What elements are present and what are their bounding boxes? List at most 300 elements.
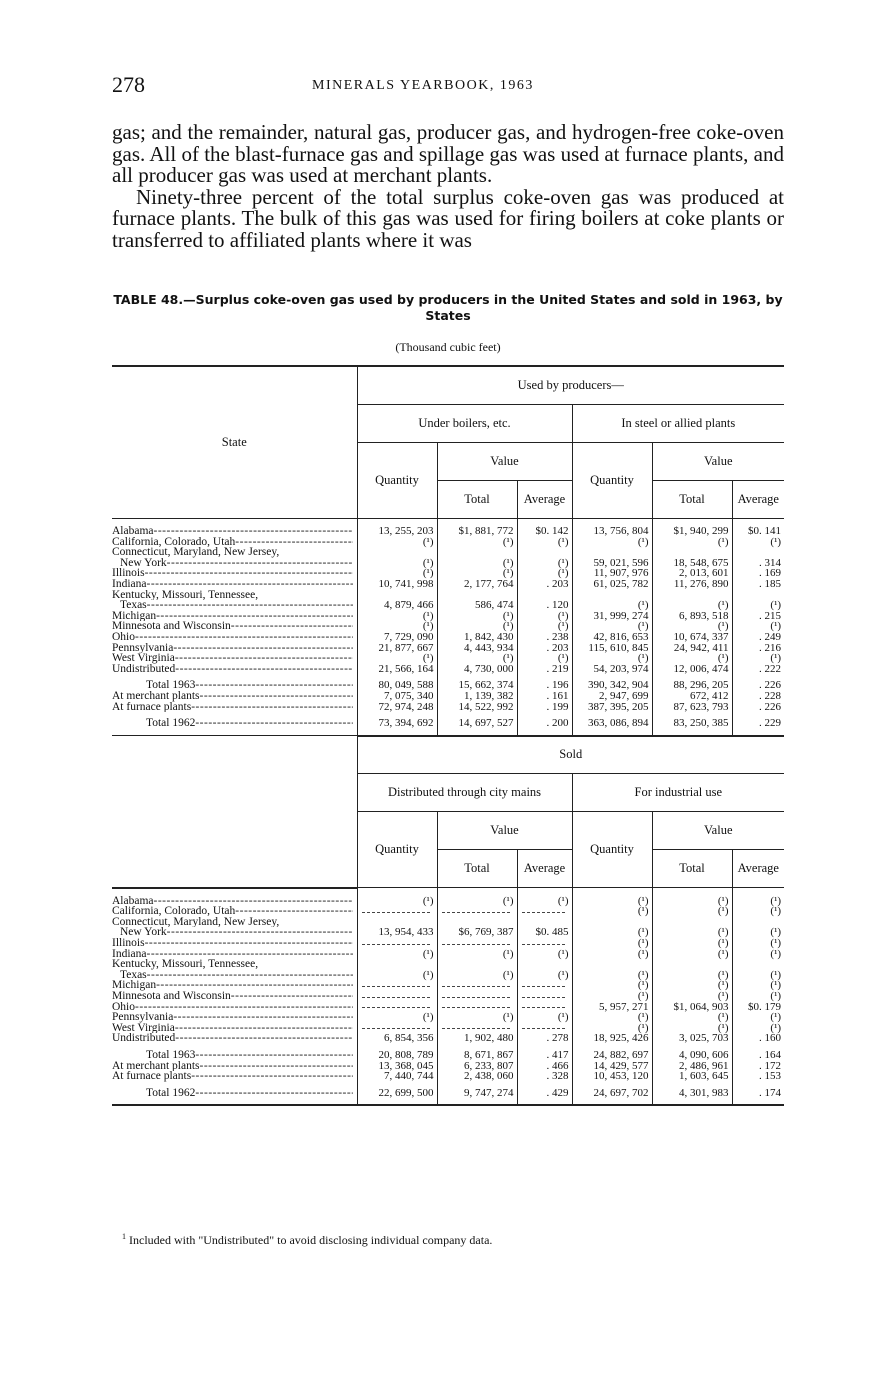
state-label: Pennsylvania ----- [112, 1012, 353, 1023]
value-cell: 24, 882, 697 [572, 1044, 652, 1061]
value-text: $0. 141 [748, 525, 782, 537]
value-text: (¹) [557, 620, 569, 633]
leader-dots [191, 1071, 352, 1082]
value-text: $1, 064, 903 [673, 1000, 729, 1013]
value-text: (¹) [637, 968, 649, 981]
value-cell: . 196 [517, 674, 572, 691]
blank-dash [522, 986, 565, 987]
value-cell [517, 547, 572, 568]
blank-dash [362, 1028, 430, 1029]
value-cell [572, 949, 652, 960]
value-text: (¹) [770, 968, 782, 981]
value-cell: . 174 [732, 1082, 784, 1106]
table-row [112, 1033, 784, 1044]
value-text: (¹) [637, 926, 649, 939]
value-cell [437, 906, 517, 917]
leader-dots [147, 600, 353, 611]
value-text: 61, 025, 782 [593, 577, 649, 590]
blank-dash [362, 944, 430, 945]
page-header [112, 72, 784, 98]
value-text: $6, 769, 387 [458, 926, 514, 939]
total-label-text: At merchant plants ----- [112, 691, 353, 702]
column-header: Average [517, 480, 572, 518]
value-text: (¹) [557, 947, 569, 960]
value-text: (¹) [717, 968, 729, 981]
column-header: Quantity [357, 812, 437, 888]
value-text: (¹) [717, 1011, 729, 1024]
column-header: Quantity [572, 442, 652, 518]
value-cell: . 199 [517, 702, 572, 713]
total-row [112, 1071, 784, 1082]
value-text: 11, 907, 976 [593, 567, 649, 580]
value-text: . 222 [759, 662, 782, 675]
value-cell [652, 590, 732, 611]
value-cell: . 226 [732, 674, 784, 691]
value-text: (¹) [557, 567, 569, 580]
value-cell: 72, 974, 248 [357, 702, 437, 713]
value-cell [732, 590, 784, 611]
value-cell: 24, 697, 702 [572, 1082, 652, 1106]
total-label [112, 712, 357, 736]
table-body-sold [112, 888, 784, 1106]
table-row [112, 643, 784, 654]
value-text: (¹) [717, 947, 729, 960]
state-label: New York ----- [112, 927, 353, 938]
state-name [112, 547, 357, 568]
value-text: (¹) [422, 567, 434, 580]
total-row [112, 702, 784, 713]
value-text: (¹) [422, 609, 434, 622]
state-label: West Virginia ----- [112, 653, 353, 664]
leader-dots [195, 1088, 352, 1099]
value-cell [517, 917, 572, 938]
state-name [112, 526, 357, 537]
column-header: Quantity [357, 442, 437, 518]
data-table [112, 365, 784, 1106]
value-cell: 7, 075, 340 [357, 691, 437, 702]
table-unit: (Thousand cubic feet) [395, 340, 501, 354]
page-number: 278 [112, 72, 145, 97]
blank-dash [362, 912, 430, 913]
value-text: (¹) [422, 947, 434, 960]
blank-dash [362, 997, 430, 998]
state-label: California, Colorado, Utah ----- [112, 537, 353, 548]
value-text: $0. 179 [748, 1000, 782, 1013]
value-text: (¹) [770, 947, 782, 960]
value-cell [732, 949, 784, 960]
table-row [112, 896, 784, 907]
value-cell: 4, 301, 983 [652, 1082, 732, 1106]
column-header: Value [437, 812, 572, 850]
subgroup-header: Distributed through city mains [357, 774, 572, 812]
value-text: (¹) [770, 894, 782, 907]
column-header: Average [732, 480, 784, 518]
value-text: (¹) [717, 535, 729, 548]
value-cell [437, 590, 517, 611]
leader-dots [156, 611, 352, 622]
value-cell [357, 949, 437, 960]
value-cell [517, 590, 572, 611]
value-text: 24, 942, 411 [673, 641, 729, 654]
value-cell [572, 547, 652, 568]
state-label: New York ----- [112, 558, 353, 569]
value-text: (¹) [502, 535, 514, 548]
leader-dots [145, 938, 353, 949]
value-cell: 9, 747, 274 [437, 1082, 517, 1106]
state-label: Ohio ----- [112, 632, 353, 643]
value-cell [357, 579, 437, 590]
value-text: (¹) [770, 599, 782, 612]
state-label: Minnesota and Wisconsin ----- [112, 621, 353, 632]
body-text [112, 122, 784, 251]
value-text: . 249 [759, 630, 782, 643]
value-text: 2, 013, 601 [679, 567, 729, 580]
value-cell [572, 664, 652, 675]
value-text: (¹) [637, 1021, 649, 1034]
value-cell [517, 896, 572, 907]
state-label: Indiana ----- [112, 949, 353, 960]
table-row [112, 1012, 784, 1023]
value-cell [572, 590, 652, 611]
value-cell [652, 537, 732, 548]
value-text: 18, 925, 426 [593, 1032, 649, 1045]
value-cell: . 226 [732, 702, 784, 713]
value-cell: 20, 808, 789 [357, 1044, 437, 1061]
value-text: 6, 893, 518 [679, 609, 729, 622]
state-label: Texas ----- [112, 600, 353, 611]
leader-dots [135, 632, 353, 643]
spacer-cell [112, 518, 357, 526]
state-name [112, 1002, 357, 1013]
state-name [112, 1012, 357, 1023]
value-cell [517, 664, 572, 675]
leader-dots [167, 927, 353, 938]
value-text: 21, 877, 667 [378, 641, 434, 654]
footnote [122, 1232, 492, 1248]
value-text: (¹) [502, 556, 514, 569]
value-cell [652, 917, 732, 938]
value-text: 3, 025, 703 [679, 1032, 729, 1045]
value-text: (¹) [637, 894, 649, 907]
value-text: 6, 854, 356 [384, 1032, 434, 1045]
value-cell [357, 917, 437, 938]
value-cell: . 164 [732, 1044, 784, 1061]
total-label-text: Total 1962 ----- [112, 718, 353, 729]
value-text: (¹) [502, 1011, 514, 1024]
value-text: (¹) [717, 990, 729, 1003]
value-cell [437, 1012, 517, 1023]
value-cell [572, 959, 652, 980]
column-header: Average [517, 850, 572, 888]
state-name [112, 590, 357, 611]
value-cell: 80, 049, 588 [357, 674, 437, 691]
value-text: . 169 [759, 567, 782, 580]
value-text: $0. 485 [535, 926, 569, 939]
blank-dash [362, 986, 430, 987]
total-label-text: Total 1963 ----- [112, 1050, 353, 1061]
value-text: (¹) [770, 926, 782, 939]
table-row [112, 1002, 784, 1013]
leader-dots [173, 643, 352, 654]
value-text: (¹) [502, 947, 514, 960]
value-cell [652, 959, 732, 980]
value-text: (¹) [770, 1011, 782, 1024]
total-label-text: At furnace plants ----- [112, 1071, 353, 1082]
leader-dots [231, 621, 353, 632]
value-cell [517, 1033, 572, 1044]
value-cell: 14, 429, 577 [572, 1061, 652, 1072]
value-cell: 83, 250, 385 [652, 712, 732, 736]
value-text: 4, 879, 466 [384, 599, 434, 612]
blank-dash [522, 1028, 565, 1029]
state-label: Undistributed ----- [112, 1033, 353, 1044]
state-label: West Virginia ----- [112, 1023, 353, 1034]
value-text: 13, 954, 433 [378, 926, 434, 939]
state-name [112, 579, 357, 590]
leader-dots [231, 991, 353, 1002]
value-text: . 314 [759, 556, 782, 569]
leader-dots [173, 1012, 352, 1023]
blank-dash [442, 986, 510, 987]
value-cell: 4, 090, 606 [652, 1044, 732, 1061]
subgroup-header: For industrial use [572, 774, 784, 812]
footnote-mark: 1 [122, 1232, 126, 1241]
column-header: Value [652, 442, 784, 480]
value-text: (¹) [502, 968, 514, 981]
table-row [112, 938, 784, 949]
value-cell [357, 590, 437, 611]
value-text: 1, 902, 480 [464, 1032, 514, 1045]
value-cell [437, 991, 517, 1002]
total-label-text: At furnace plants ----- [112, 702, 353, 713]
value-cell: 15, 662, 374 [437, 674, 517, 691]
column-header: Total [437, 850, 517, 888]
total-label [112, 1071, 357, 1082]
table-row [112, 579, 784, 590]
state-label: Ohio ----- [112, 1002, 353, 1013]
state-name [112, 938, 357, 949]
value-cell [732, 1033, 784, 1044]
leader-dots [200, 1061, 353, 1072]
value-text: (¹) [557, 968, 569, 981]
value-text: 31, 999, 274 [593, 609, 649, 622]
value-text: (¹) [637, 1011, 649, 1024]
value-cell [732, 959, 784, 980]
state-name [112, 621, 357, 632]
value-text: 586, 474 [475, 599, 514, 612]
total-label [112, 1082, 357, 1106]
value-cell: . 200 [517, 712, 572, 736]
table-row [112, 917, 784, 938]
value-text: 2, 177, 764 [464, 577, 514, 590]
value-text: (¹) [422, 1011, 434, 1024]
value-cell: 10, 453, 120 [572, 1071, 652, 1082]
value-text: $1, 881, 772 [458, 525, 514, 537]
state-name [112, 632, 357, 643]
group-header-used: Used by producers— [357, 366, 784, 404]
value-cell: 2, 438, 060 [437, 1071, 517, 1082]
table-row [112, 959, 784, 980]
value-cell: 6, 233, 807 [437, 1061, 517, 1072]
value-cell [517, 1012, 572, 1023]
leader-dots [235, 906, 352, 917]
blank-dash [442, 1007, 510, 1008]
leader-dots [175, 653, 353, 664]
state-name [112, 537, 357, 548]
value-cell [437, 949, 517, 960]
spacer-cell [112, 888, 357, 896]
value-cell [357, 896, 437, 907]
column-header: Quantity [572, 812, 652, 888]
value-text: 4, 443, 934 [464, 641, 514, 654]
value-cell [437, 917, 517, 938]
value-text: . 278 [546, 1032, 569, 1045]
value-cell [517, 579, 572, 590]
value-cell: . 228 [732, 691, 784, 702]
stub-header: State [112, 366, 357, 518]
value-cell [732, 547, 784, 568]
table-row [112, 526, 784, 537]
value-text: (¹) [717, 652, 729, 665]
value-cell: 22, 699, 500 [357, 1082, 437, 1106]
value-cell [357, 537, 437, 548]
table-row [112, 664, 784, 675]
paragraph: gas; and the remainder, natural gas, producer gas, and hydrogen-free coke-oven gas. All of the blast-furnace gas and spillage gas was used at furnace plants, and all producer gas was used at merchant plants. [112, 120, 784, 187]
blank-dash [522, 944, 565, 945]
value-text: (¹) [637, 990, 649, 1003]
value-cell: 14, 522, 992 [437, 702, 517, 713]
value-cell [517, 991, 572, 1002]
blank-dash [522, 912, 565, 913]
value-text: . 160 [759, 1032, 782, 1045]
total-label-text: Total 1962 ----- [112, 1088, 353, 1099]
value-cell [357, 959, 437, 980]
leader-dots [195, 680, 352, 691]
value-text: (¹) [717, 905, 729, 918]
state-label: Illinois ----- [112, 568, 353, 579]
column-header: Average [732, 850, 784, 888]
value-cell: 2, 486, 961 [652, 1061, 732, 1072]
value-cell [572, 917, 652, 938]
state-label: Alabama ----- [112, 896, 353, 907]
value-cell [437, 896, 517, 907]
value-text: (¹) [557, 556, 569, 569]
leader-dots [191, 702, 352, 713]
value-text: (¹) [770, 652, 782, 665]
total-label [112, 1044, 357, 1061]
value-cell [357, 991, 437, 1002]
value-text: 13, 756, 804 [593, 525, 649, 537]
value-text: (¹) [770, 990, 782, 1003]
value-text: 1, 842, 430 [464, 630, 514, 643]
table-row [112, 590, 784, 611]
value-text: 10, 741, 998 [378, 577, 434, 590]
value-text: (¹) [637, 652, 649, 665]
state-label: Connecticut, Maryland, New Jersey, [112, 547, 280, 558]
value-text: 21, 566, 164 [378, 662, 434, 675]
state-label: Michigan ----- [112, 611, 353, 622]
state-name [112, 653, 357, 664]
value-cell [357, 664, 437, 675]
value-text: 18, 548, 675 [673, 556, 729, 569]
state-name [112, 664, 357, 675]
value-text: (¹) [770, 535, 782, 548]
data-table-container [112, 365, 784, 1106]
value-text: (¹) [717, 979, 729, 992]
value-text: (¹) [422, 620, 434, 633]
value-text: (¹) [557, 535, 569, 548]
value-cell [437, 959, 517, 980]
state-name [112, 917, 357, 938]
value-text: $0. 142 [535, 525, 569, 537]
value-cell [357, 1012, 437, 1023]
value-cell: 73, 394, 692 [357, 712, 437, 736]
state-name [112, 906, 357, 917]
state-name [112, 991, 357, 1002]
value-cell [437, 1033, 517, 1044]
table-row [112, 980, 784, 991]
value-cell [652, 579, 732, 590]
state-name [112, 959, 357, 980]
blank-dash [442, 997, 510, 998]
value-cell [437, 664, 517, 675]
value-text: 13, 255, 203 [378, 525, 434, 537]
state-name [112, 1023, 357, 1034]
state-name [112, 1033, 357, 1044]
total-row [112, 1044, 784, 1061]
state-label: Indiana ----- [112, 579, 353, 590]
value-text: (¹) [422, 894, 434, 907]
value-cell: 2, 947, 699 [572, 691, 652, 702]
value-cell: . 172 [732, 1061, 784, 1072]
state-name [112, 896, 357, 907]
value-cell: 672, 412 [652, 691, 732, 702]
table-row [112, 537, 784, 548]
value-text: (¹) [502, 652, 514, 665]
value-text: (¹) [717, 926, 729, 939]
value-cell [357, 980, 437, 991]
state-name [112, 980, 357, 991]
value-text: . 219 [546, 662, 569, 675]
total-label-text: Total 1963 ----- [112, 680, 353, 691]
value-cell [357, 547, 437, 568]
value-cell [652, 547, 732, 568]
value-cell [652, 664, 732, 675]
value-cell: . 153 [732, 1071, 784, 1082]
value-text: (¹) [502, 894, 514, 907]
state-label: Illinois ----- [112, 938, 353, 949]
value-cell [437, 980, 517, 991]
leader-dots [135, 1002, 353, 1013]
state-label: Texas ----- [112, 970, 353, 981]
value-text: (¹) [637, 979, 649, 992]
value-cell [437, 537, 517, 548]
value-text: (¹) [717, 1021, 729, 1034]
blank-dash [442, 912, 510, 913]
value-cell: . 417 [517, 1044, 572, 1061]
value-text: 115, 610, 845 [588, 641, 649, 654]
blank-dash [522, 997, 565, 998]
value-cell: 390, 342, 904 [572, 674, 652, 691]
value-text: (¹) [637, 947, 649, 960]
state-label: Connecticut, Maryland, New Jersey, [112, 916, 280, 928]
total-row [112, 712, 784, 736]
leader-dots [175, 664, 352, 675]
value-cell [572, 537, 652, 548]
value-text: 11, 276, 890 [673, 577, 729, 590]
value-cell: . 328 [517, 1071, 572, 1082]
column-header: Value [437, 442, 572, 480]
